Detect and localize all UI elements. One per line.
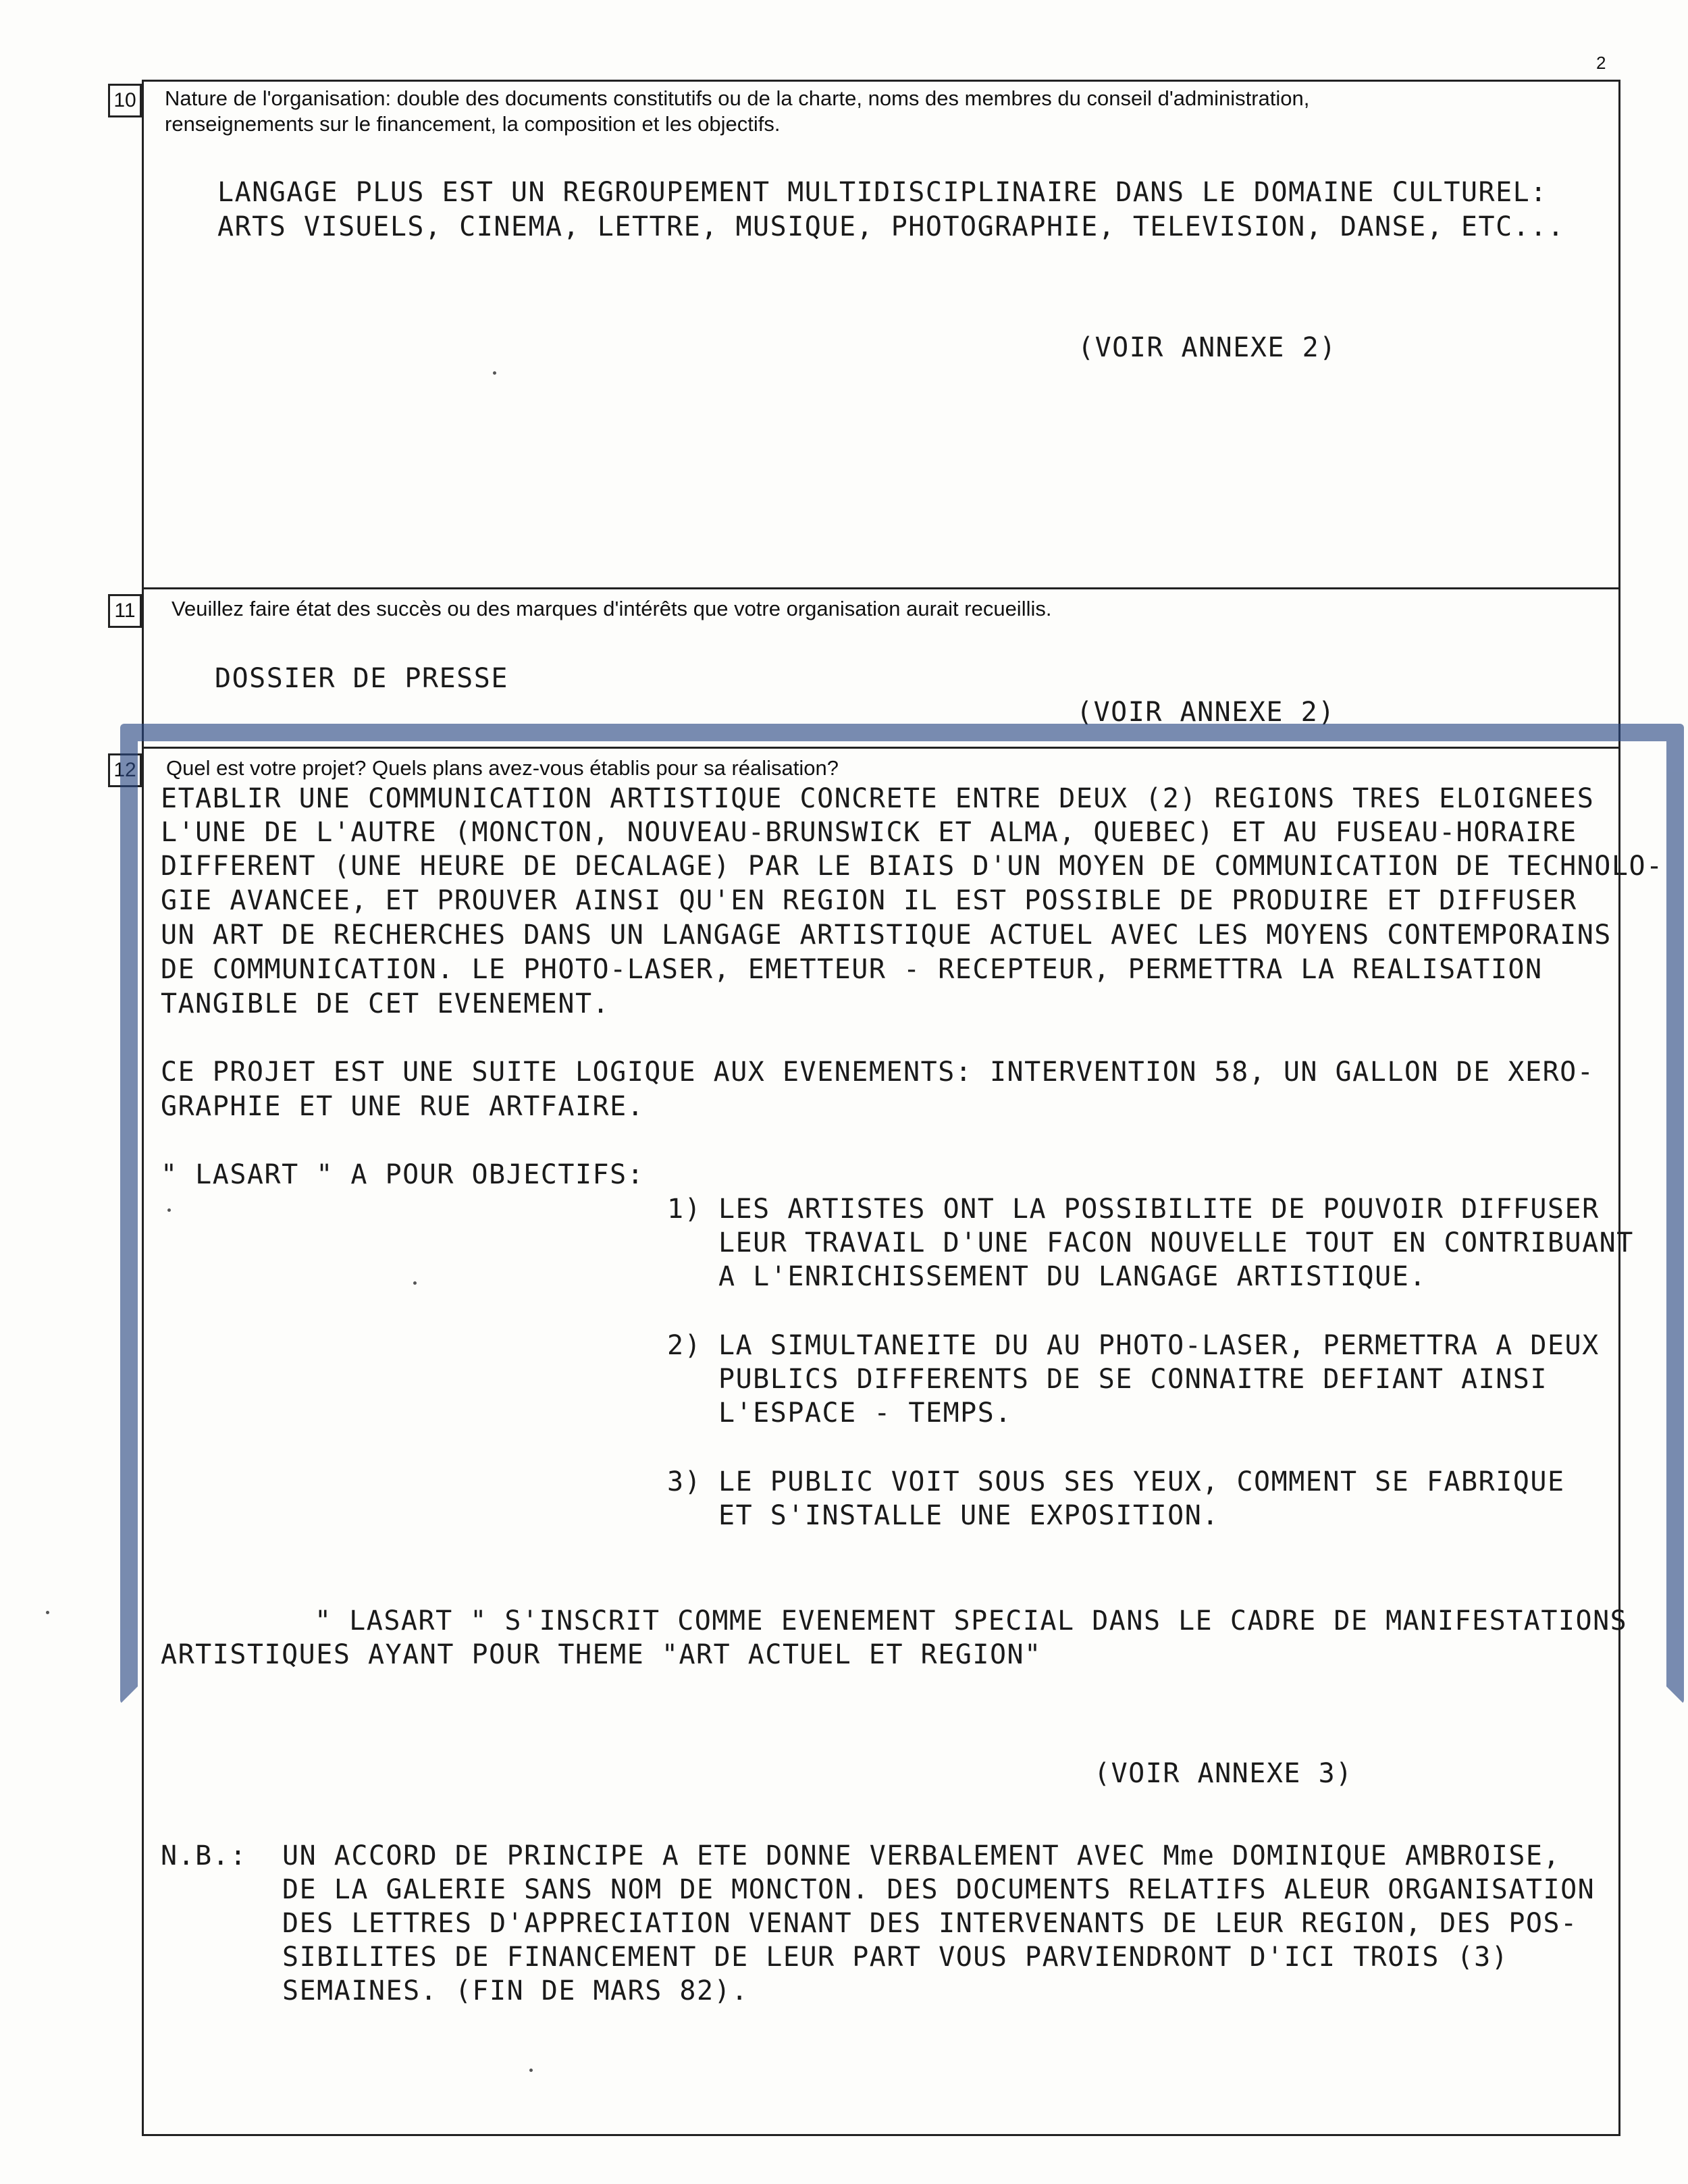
objective-2-number: 2) [667, 1330, 702, 1361]
section-10-annex-ref: (VOIR ANNEXE 2) [1078, 332, 1337, 363]
objective-2-line3: L'ESPACE - TEMPS. [718, 1397, 1012, 1429]
section-12-para1-line5: UN ART DE RECHERCHES DANS UN LANGAGE ARTISTIQUE ACTUEL AVEC LES MOYENS CONTEMPORAINS [161, 920, 1612, 951]
section-12-para1-line6: DE COMMUNICATION. LE PHOTO-LASER, EMETTEUR - RECEPTEUR, PERMETTRA LA REALISATION [161, 954, 1543, 985]
scan-speck [493, 371, 496, 375]
section-12-annex-ref: (VOIR ANNEXE 3) [1094, 1758, 1353, 1789]
section-12-prompt: Quel est votre projet? Quels plans avez-vous établis pour sa réalisation? [166, 756, 839, 780]
section-10-prompt-line2: renseignements sur le financement, la composition et les objectifs. [165, 112, 781, 136]
nb-line1: UN ACCORD DE PRINCIPE A ETE DONNE VERBALEMENT AVEC Mme DOMINIQUE AMBROISE, [282, 1840, 1561, 1871]
section-12-para1-line1: ETABLIR UNE COMMUNICATION ARTISTIQUE CONCRETE ENTRE DEUX (2) REGIONS TRES ELOIGNEES [161, 783, 1595, 814]
section-10-box [142, 80, 1620, 589]
section-10-number: 10 [108, 84, 142, 117]
section-10-body-line1: LANGAGE PLUS EST UN REGROUPEMENT MULTIDISCIPLINAIRE DANS LE DOMAINE CULTUREL: [217, 177, 1548, 208]
objective-1-line3: A L'ENRICHISSEMENT DU LANGAGE ARTISTIQUE. [718, 1261, 1427, 1292]
objective-1-line2: LEUR TRAVAIL D'UNE FACON NOUVELLE TOUT EN CONTRIBUANT [718, 1227, 1634, 1258]
section-11-prompt: Veuillez faire état des succès ou des marques d'intérêts que votre organisation aurait recueillis. [172, 597, 1052, 620]
section-12-para1-line7: TANGIBLE DE CET EVENEMENT. [161, 988, 610, 1019]
section-12-para1-line3: DIFFERENT (UNE HEURE DE DECALAGE) PAR LE BIAIS D'UN MOYEN DE COMMUNICATION DE TECHNOLO- [161, 851, 1664, 882]
corner-page-mark: 2 [1596, 53, 1606, 73]
scan-speck [413, 1281, 417, 1285]
nb-line3: DES LETTRES D'APPRECIATION VENANT DES INTERVENANTS DE LEUR REGION, DES POS- [282, 1908, 1578, 1939]
scan-speck [529, 2069, 533, 2072]
section-12-para3-line1: " LASART " S'INSCRIT COMME EVENEMENT SPECIAL DANS LE CADRE DE MANIFESTATIONS [315, 1605, 1628, 1636]
section-10-body-line2: ARTS VISUELS, CINEMA, LETTRE, MUSIQUE, PHOTOGRAPHIE, TELEVISION, DANSE, ETC... [217, 211, 1565, 242]
section-11-number: 11 [108, 594, 142, 628]
objective-3-line2: ET S'INSTALLE UNE EXPOSITION. [718, 1500, 1219, 1531]
nb-line4: SIBILITES DE FINANCEMENT DE LEUR PART VOUS PARVIENDRONT D'ICI TROIS (3) [282, 1942, 1509, 1973]
section-12-para1-line4: GIE AVANCEE, ET PROUVER AINSI QU'EN REGION IL EST POSSIBLE DE PRODUIRE ET DIFFUSER [161, 885, 1577, 916]
nb-line2: DE LA GALERIE SANS NOM DE MONCTON. DES DOCUMENTS RELATIFS ALEUR ORGANISATION [282, 1874, 1595, 1905]
objective-1-number: 1) [667, 1194, 702, 1225]
objective-2-line1: LA SIMULTANEITE DU AU PHOTO-LASER, PERMETTRA A DEUX [718, 1330, 1600, 1361]
section-11-body: DOSSIER DE PRESSE [215, 663, 508, 694]
section-10-prompt-line1: Nature de l'organisation: double des documents constitutifs ou de la charte, noms des membres du conseil d'administration, [165, 86, 1310, 110]
scan-speck [167, 1208, 171, 1212]
objective-2-line2: PUBLICS DIFFERENTS DE SE CONNAITRE DEFIANT AINSI [718, 1364, 1548, 1395]
section-12-number: 12 [108, 753, 142, 787]
section-12-para2-line2: GRAPHIE ET UNE RUE ARTFAIRE. [161, 1091, 645, 1122]
scan-speck [46, 1611, 49, 1614]
section-12-para1-line2: L'UNE DE L'AUTRE (MONCTON, NOUVEAU-BRUNSWICK ET ALMA, QUEBEC) ET AU FUSEAU-HORAIRE [161, 817, 1577, 848]
section-12-para2-line1: CE PROJET EST UNE SUITE LOGIQUE AUX EVENEMENTS: INTERVENTION 58, UN GALLON DE XERO- [161, 1057, 1595, 1088]
nb-line5: SEMAINES. (FIN DE MARS 82). [282, 1975, 749, 2006]
nb-label: N.B.: [161, 1840, 247, 1871]
objective-3-line1: LE PUBLIC VOIT SOUS SES YEUX, COMMENT SE FABRIQUE [718, 1466, 1565, 1497]
section-11-annex-ref: (VOIR ANNEXE 2) [1076, 697, 1336, 728]
section-12-para3-line2: ARTISTIQUES AYANT POUR THEME "ART ACTUEL ET REGION" [161, 1639, 1042, 1670]
section-12-objectives-intro: " LASART " A POUR OBJECTIFS: [161, 1159, 645, 1190]
objective-1-line1: LES ARTISTES ONT LA POSSIBILITE DE POUVOIR DIFFUSER [718, 1194, 1600, 1225]
objective-3-number: 3) [667, 1466, 702, 1497]
